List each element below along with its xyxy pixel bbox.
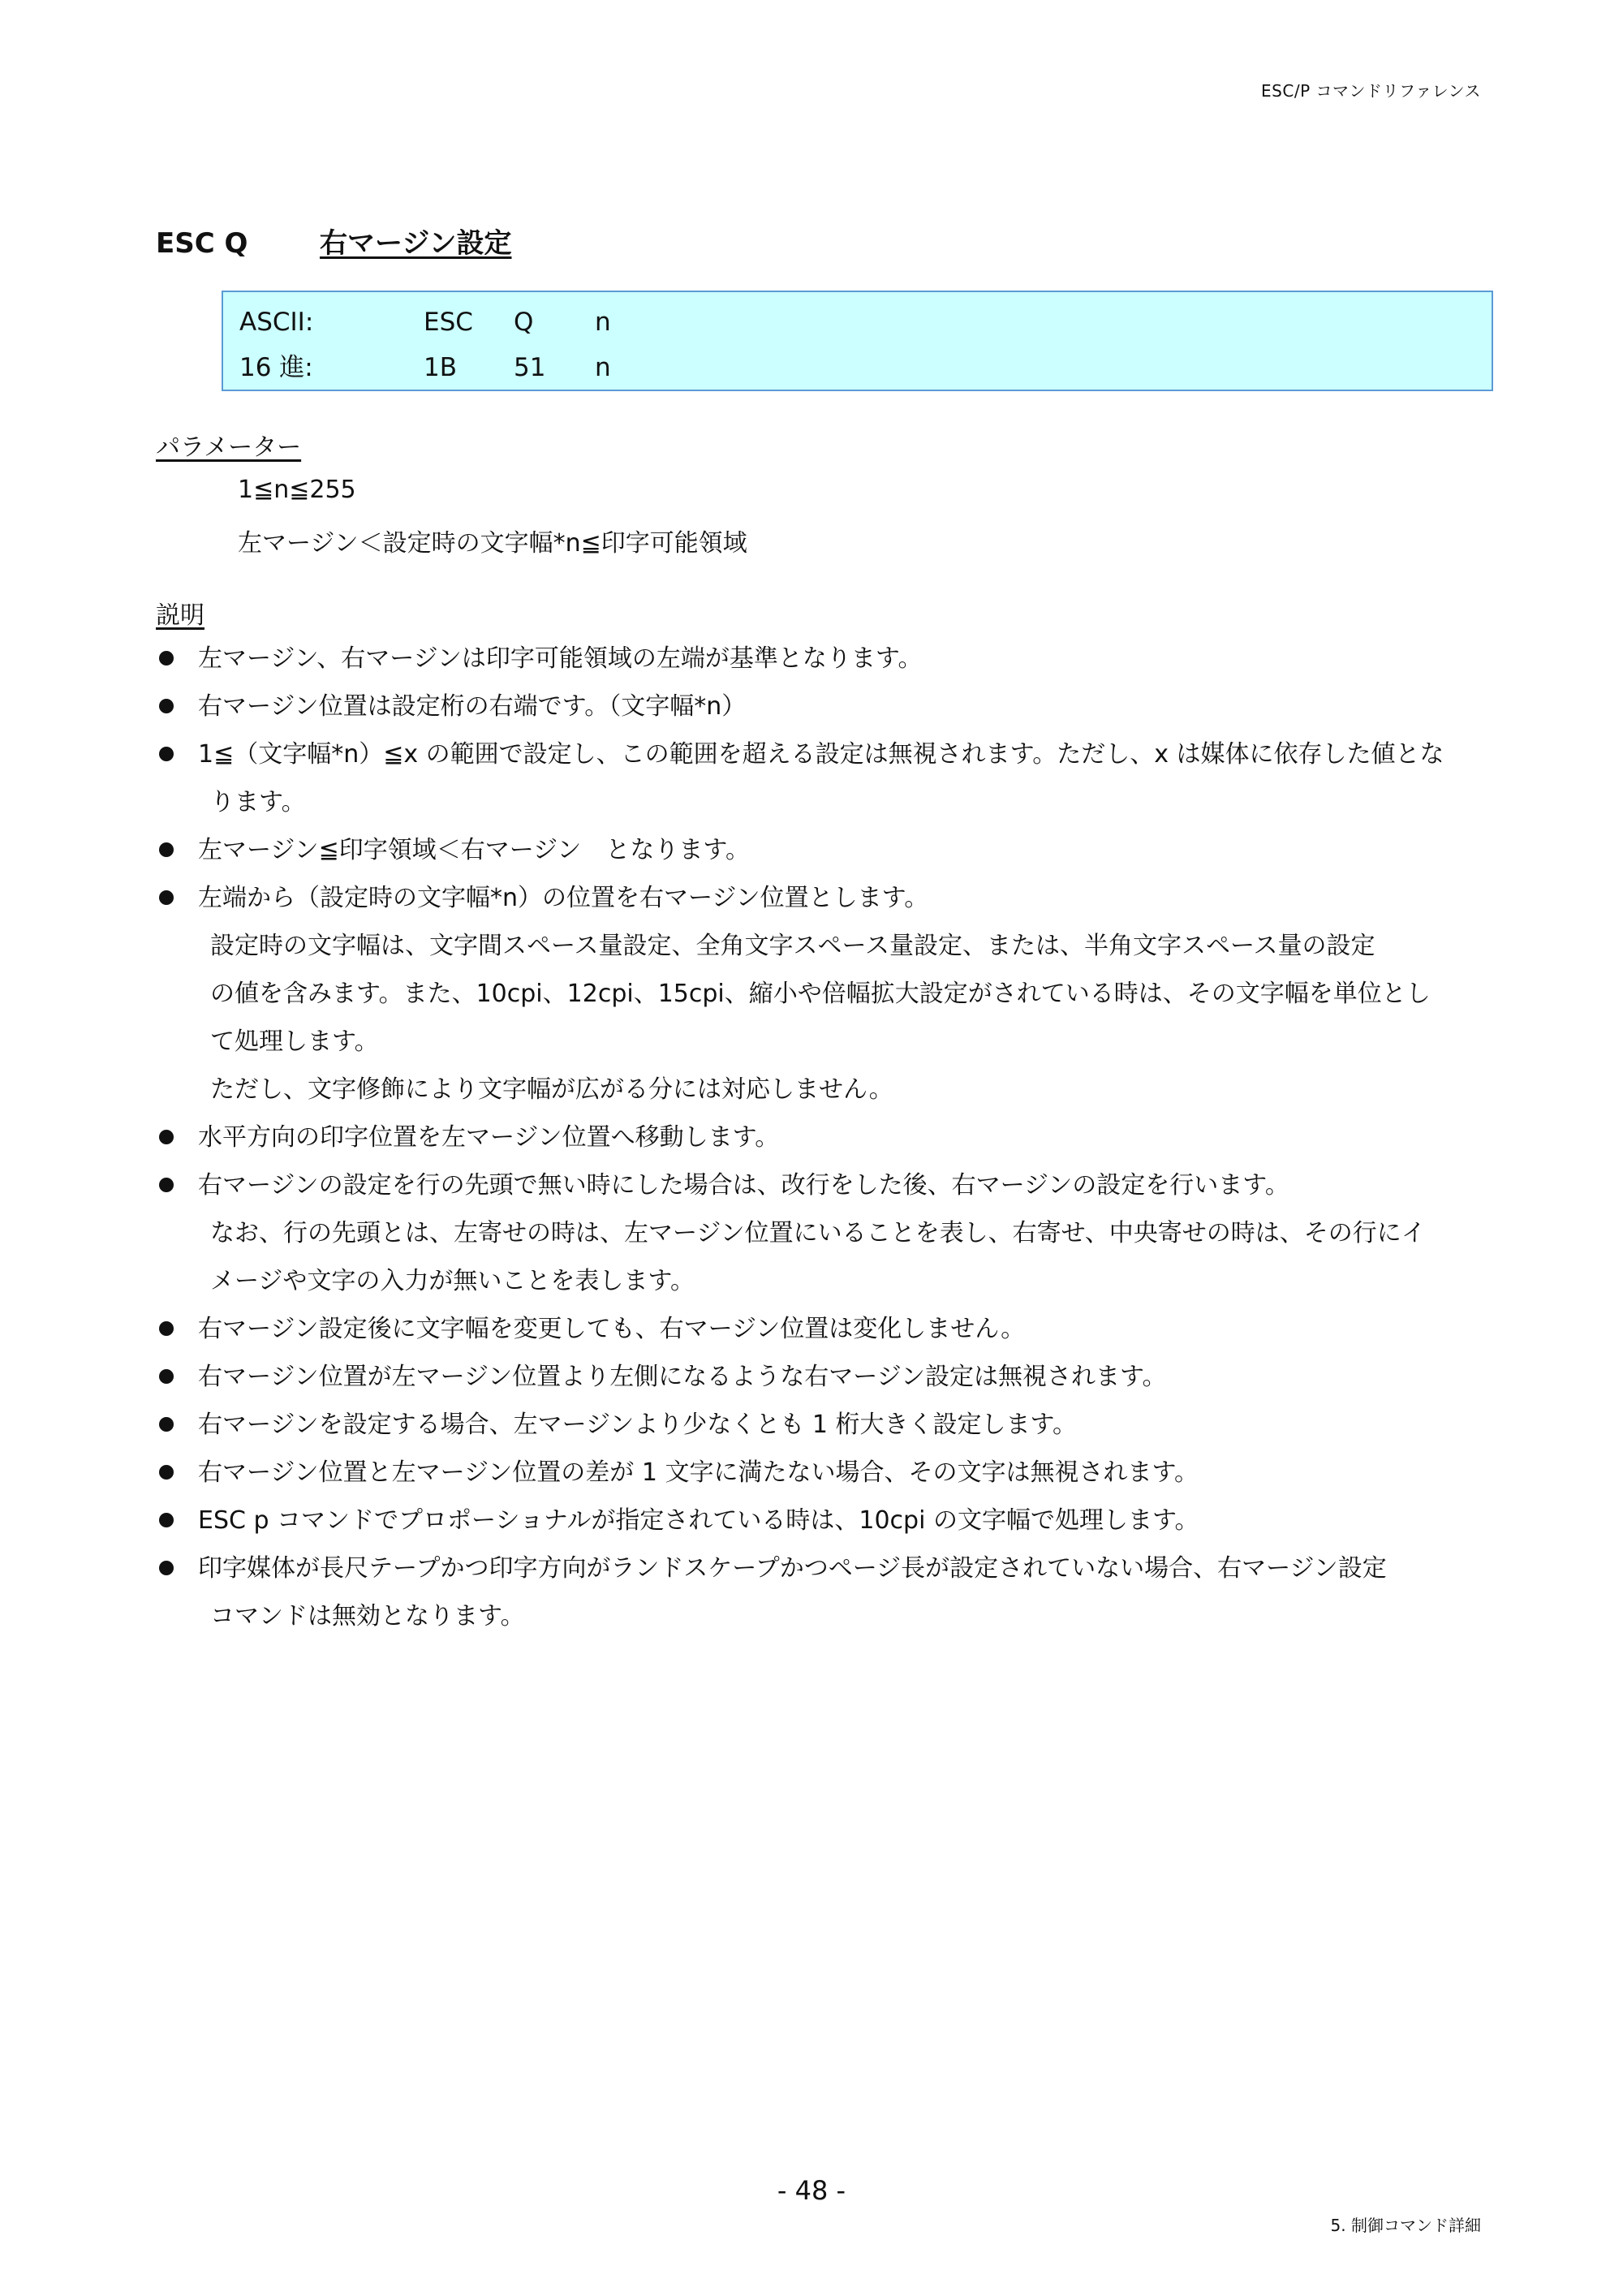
bullet-item: 左マージン≦印字領域＜右マージン となります。	[156, 826, 1487, 874]
bullet-item: 1≦（文字幅*n）≦x の範囲で設定し、この範囲を超える設定は無視されます。ただし、x は媒体に依存した値とな	[156, 730, 1487, 778]
bullet-item: ESC p コマンドでプロポーショナルが指定されている時は、10cpi の文字幅で処理します。	[156, 1497, 1487, 1544]
code-label: 16 進:	[239, 353, 313, 382]
bullet-item: 左端から（設定時の文字幅*n）の位置を右マージン位置とします。	[156, 874, 1487, 922]
code-value: ESC	[424, 308, 473, 337]
bullet-item: 印字媒体が長尺テープかつ印字方向がランドスケープかつページ長が設定されていない場合、右マージン設定	[156, 1544, 1487, 1592]
command-code: ESC Q	[156, 227, 248, 260]
bullet-item: 右マージン位置が左マージン位置より左側になるような右マージン設定は無視されます。	[156, 1353, 1487, 1401]
code-value: n	[595, 353, 611, 382]
code-value: 51	[514, 353, 546, 382]
bullet-continuation: ります。	[210, 788, 306, 816]
page-number: - 48 -	[777, 2175, 846, 2206]
bullet-item: 左マージン、右マージンは印字可能領域の左端が基準となります。	[156, 635, 1487, 683]
command-name: 右マージン設定	[320, 227, 512, 260]
bullet-item: 右マージン位置は設定桁の右端です。（文字幅*n）	[156, 683, 1487, 730]
bullet-continuation: なお、行の先頭とは、左寄せの時は、左マージン位置にいることを表し、右寄せ、中央寄せの時は、その行にイ	[210, 1219, 1426, 1247]
code-value: Q	[514, 308, 534, 337]
bullet-item: 右マージン位置と左マージン位置の差が 1 文字に満たない場合、その文字は無視されます。	[156, 1449, 1487, 1497]
bullet-continuation: メージや文字の入力が無いことを表します。	[210, 1267, 695, 1295]
bullet-continuation: コマンドは無効となります。	[210, 1602, 525, 1630]
bullet-item: 水平方向の印字位置を左マージン位置へ移動します。	[156, 1114, 1487, 1161]
bullet-continuation: て処理します。	[210, 1027, 379, 1056]
description-list	[156, 635, 1487, 1640]
code-value: n	[595, 308, 611, 337]
parameter-range: 1≦n≦255	[238, 476, 356, 504]
bullet-continuation: ただし、文字修飾により文字幅が広がる分には対応しません。	[210, 1075, 893, 1104]
command-code-table	[222, 291, 1493, 391]
code-label: ASCII:	[239, 308, 314, 337]
bullet-continuation: 設定時の文字幅は、文字間スペース量設定、全角文字スペース量設定、または、半角文字スペース量の設定	[210, 932, 1375, 960]
description-heading: 説明	[156, 601, 204, 630]
command-title	[156, 221, 511, 261]
parameters-heading: パラメーター	[156, 433, 302, 462]
bullet-item: 右マージン設定後に文字幅を変更しても、右マージン位置は変化しません。	[156, 1305, 1487, 1353]
parameter-condition: 左マージン＜設定時の文字幅*n≦印字可能領域	[238, 529, 747, 558]
running-header: ESC/P コマンドリファレンス	[1261, 81, 1481, 101]
code-value: 1B	[424, 353, 457, 382]
running-footer: 5. 制御コマンド詳細	[1330, 2216, 1481, 2235]
bullet-continuation: の値を含みます。また、10cpi、12cpi、15cpi、縮小や倍幅拡大設定がされている時は、その文字幅を単位とし	[210, 980, 1431, 1008]
bullet-item: 右マージンを設定する場合、左マージンより少なくとも 1 桁大きく設定します。	[156, 1401, 1487, 1449]
bullet-item: 右マージンの設定を行の先頭で無い時にした場合は、改行をした後、右マージンの設定を行います。	[156, 1161, 1487, 1209]
